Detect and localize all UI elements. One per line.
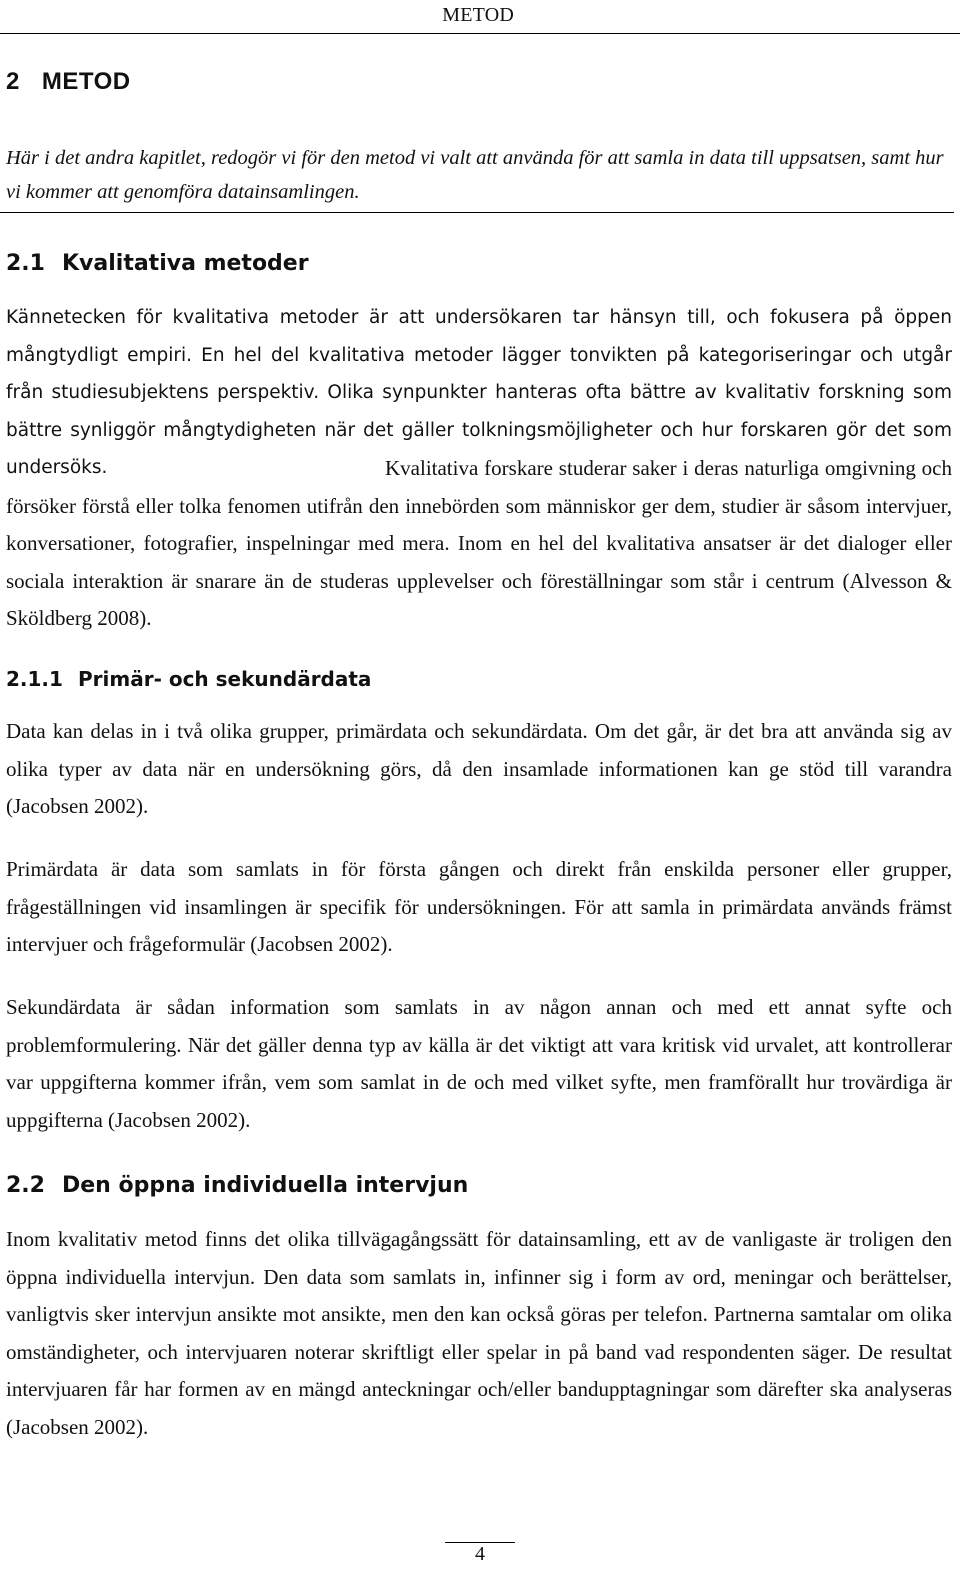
paragraph-qualitative-intro: Kännetecken för kvalitativa metoder är att undersökaren tar hänsyn till, och fokusera på öppen mångtydligt empiri. En hel del kvalitativa metoder lägger tonvikten på kategoriseringar och utgår från studiesubjektens perspektiv. Olika synpunkter hanteras ofta bättre av kvalitativ forskning som bättre synliggör mångtydigheten när det gäller tolkningsmöjligheter och hur forskaren gör det som undersöks.	[6, 307, 952, 479]
section-number: 2.1.1	[6, 667, 63, 691]
intro-divider	[0, 212, 954, 213]
paragraph-secondary-data: Sekundärdata är sådan information som samlats in av någon annan och med ett annat syfte och problemformulering. När det gäller denna typ av källa är det viktigt att vara kritisk vid urvalet, att kontrollerar var uppgifterna kommer ifrån, vem som samlat in de och med vilket syfte, men framförallt hur trovärdiga är uppgifterna (Jacobsen 2002).	[6, 995, 952, 1132]
section-heading-2-1	[6, 251, 309, 276]
section-title: Kvalitativa metoder	[62, 251, 309, 276]
chapter-heading	[6, 68, 131, 96]
section-heading-2-2	[6, 1173, 468, 1198]
section-title: Den öppna individuella intervjun	[62, 1173, 469, 1198]
page-number: 4	[475, 1543, 485, 1565]
running-header	[0, 0, 960, 34]
paragraph-open-interview: Inom kvalitativ metod finns det olika tillvägagångssätt för datainsamling, ett av de vanligaste är troligen den öppna individuella intervjun. Den data som samlats in, infinner sig i form av ord, meningar och berättelser, vanligtvis sker intervjun ansikte mot ansikte, men den kan också göras per telefon. Partnerna samtalar om olika omständigheter, och intervjuaren noterar skriftligt eller spelar in på band vad respondenten säger. De resultat intervjuaren får har formen av en mängd anteckningar och/eller bandupptagningar som därefter ska analyseras (Jacobsen 2002).	[6, 1227, 952, 1439]
paragraph-data-groups: Data kan delas in i två olika grupper, primärdata och sekundärdata. Om det går, är det bra att använda sig av olika typer av data när en undersökning görs, då den insamlade informationen kan ge stöd till varandra (Jacobsen 2002).	[6, 719, 952, 819]
section-title: Primär- och sekundärdata	[78, 667, 372, 691]
paragraph-primary-data: Primärdata är data som samlats in för första gången och direkt från enskilda personer eller grupper, frågeställningen vid insamlingen är specifik för undersökningen. För att samla in primärdata används främst intervjuer och frågeformulär (Jacobsen 2002).	[6, 857, 952, 957]
chapter-number: 2	[6, 68, 20, 95]
section-number: 2.1	[6, 251, 45, 276]
section-number: 2.2	[6, 1173, 45, 1198]
chapter-intro: Här i det andra kapitlet, redogör vi för den metod vi valt att använda för att samla in data till uppsatsen, samt hur vi kommer att genomföra datainsamlingen.	[6, 147, 944, 203]
paragraph-qualitative-body: Kvalitativa forskare studerar saker i deras naturliga omgivning och försöker förstå eller tolka fenomen utifrån den innebörden som människor ger dem, studier är såsom intervjuer, konversationer, fotografier, inspelningar med mera. Inom en hel del kvalitativa ansatser är det dialoger eller sociala interaktion är snarare än de studeras upplevelser och föreställningar som står i centrum (Alvesson & Sköldberg 2008).	[6, 456, 952, 631]
section-heading-2-1-1	[6, 667, 371, 691]
running-header-title: METOD	[442, 4, 514, 26]
chapter-title: METOD	[41, 68, 131, 95]
